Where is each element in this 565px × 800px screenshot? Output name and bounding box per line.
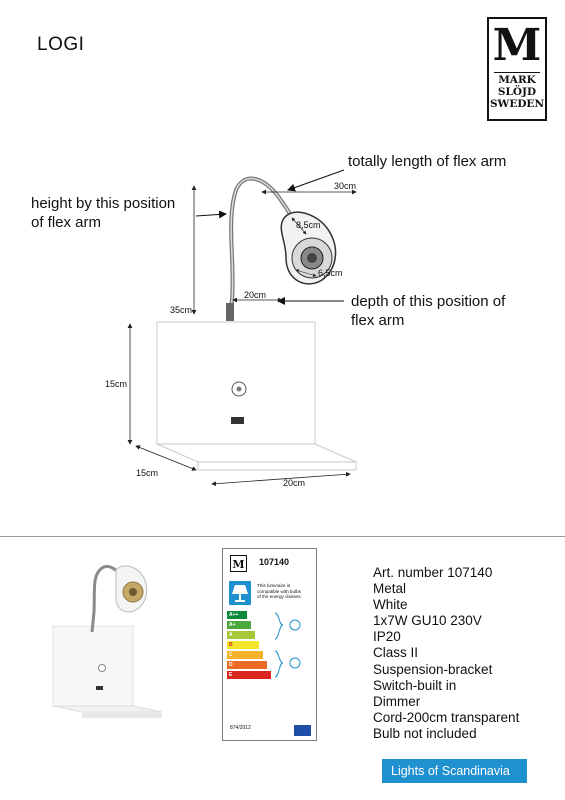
dim-shade-diameter: 6,5cm	[318, 268, 343, 278]
bulb-compat-brackets	[273, 611, 313, 681]
spec-item: Switch-built in	[373, 677, 457, 693]
dimmer-switch	[232, 382, 246, 396]
dim-total-height: 35cm	[170, 305, 193, 315]
class-bar-e: E	[227, 671, 271, 679]
logo-line-3: SWEDEN	[489, 98, 545, 110]
class-bar-a-plus: A+	[227, 621, 251, 629]
dim-shelf-depth: 15cm	[136, 468, 159, 478]
energy-label	[222, 548, 317, 741]
spec-item: Metal	[373, 581, 407, 597]
spec-item: Cord-200cm transparent	[373, 709, 520, 725]
class-bar-c: C	[227, 651, 263, 659]
note-height-line-2: of flex arm	[31, 214, 102, 231]
dim-plate-height: 15cm	[105, 379, 128, 389]
label-article-number: 107140	[259, 557, 290, 567]
spec-item: Class II	[373, 645, 419, 661]
spec-item: Suspension-bracket	[373, 661, 493, 677]
dim-shade-height: 8,5cm	[296, 220, 321, 230]
note-height-line-1: height by this position	[31, 195, 176, 212]
product-title: LOGI	[37, 34, 85, 55]
note-flex-length: totally length of flex arm	[348, 153, 507, 170]
dim-shelf-width: 20cm	[283, 478, 306, 488]
spec-item: IP20	[373, 629, 401, 645]
dim-arm-depth: 20cm	[244, 290, 267, 300]
spec-item: Art. number 107140	[373, 565, 493, 580]
logo-line-2: SLÖJD	[497, 86, 537, 98]
lamp-icon	[229, 581, 251, 605]
energy-class-scale	[227, 611, 315, 721]
label-brand-mark: M	[230, 555, 247, 572]
eu-flag-icon	[294, 725, 311, 736]
dim-arm-length: 30cm	[334, 181, 357, 191]
spec-item: Bulb not included	[373, 725, 477, 741]
spec-item: 1x7W GU10 230V	[373, 613, 482, 629]
note-depth-line-1: depth of this position of	[351, 293, 506, 310]
footer-banner: Lights of Scandinavia	[382, 759, 527, 783]
logo-line-1: MARK	[498, 74, 536, 86]
class-bar-b: B	[227, 641, 259, 649]
spec-item: White	[373, 597, 408, 613]
class-bar-a: A	[227, 631, 255, 639]
section-divider	[0, 536, 565, 537]
spec-item: Dimmer	[373, 693, 421, 709]
logo-letter: M	[492, 20, 542, 71]
product-photo	[50, 560, 170, 730]
class-bar-d: D	[227, 661, 267, 669]
spec-list	[373, 565, 519, 742]
class-bar-a-plus-plus: A++	[227, 611, 247, 619]
note-depth-line-2: flex arm	[351, 312, 405, 329]
usb-port	[231, 417, 244, 424]
label-info: This luminaire is compatible with bulbs of the energy classes:	[257, 583, 302, 599]
label-regulation: 874/2012	[230, 725, 251, 731]
wall-plate	[157, 322, 356, 470]
